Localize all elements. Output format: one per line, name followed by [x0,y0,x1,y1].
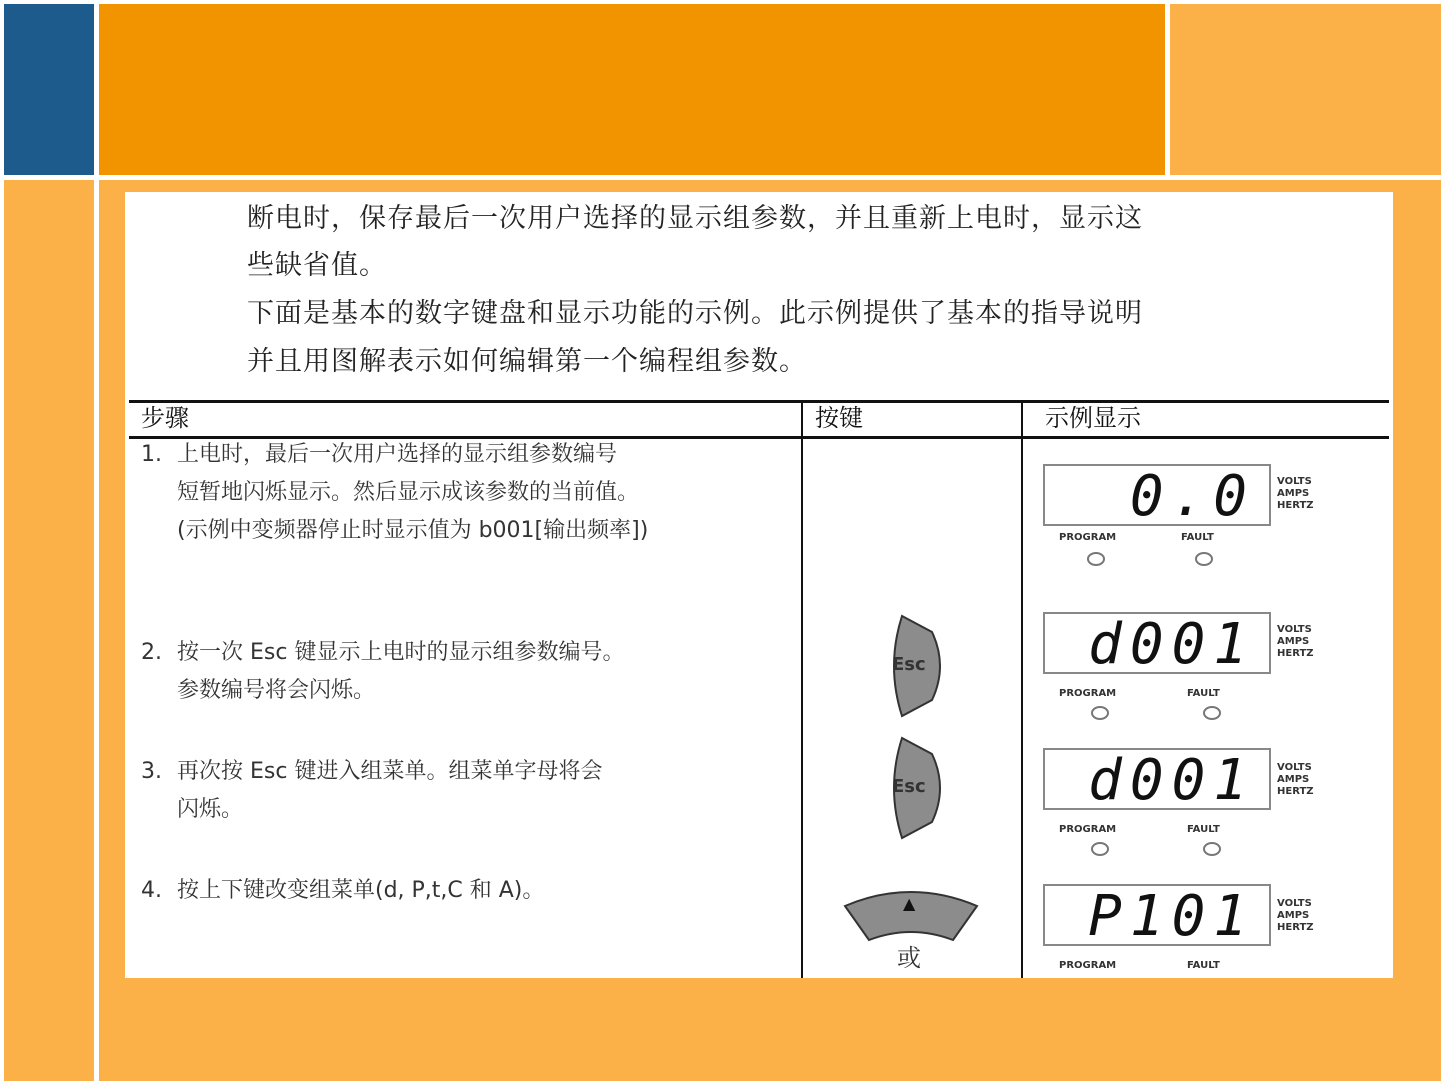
title-bar [99,4,1165,175]
display-value: d001 [1088,612,1255,677]
esc-key-label: Esc [892,776,926,797]
column-header-key: 按键 [815,404,863,432]
indicator-label: HERTZ [1277,922,1314,933]
program-label: PROGRAM [1059,960,1117,971]
indicator-label: AMPS [1277,488,1310,499]
esc-key-icon [882,736,948,840]
or-label: 或 [897,944,921,972]
indicator-label: AMPS [1277,636,1310,647]
indicator-list [1277,624,1314,660]
corner-accent-block [4,4,94,175]
column-divider [1021,400,1023,978]
title-bar-right [1170,4,1441,175]
step-text: 再次按 Esc 键进入组菜单。组菜单字母将会 [177,759,603,784]
step-number: 2. [141,640,162,665]
step-number: 4. [141,878,162,903]
fault-label: FAULT [1181,532,1214,543]
esc-key-icon [882,614,948,718]
step-text: 按一次 Esc 键显示上电时的显示组参数编号。 [177,640,625,665]
up-arrow-symbol: ▲ [903,894,916,913]
step-row [141,634,624,710]
lcd-display [1043,612,1271,677]
program-label: PROGRAM [1059,688,1117,699]
display-value: d001 [1088,748,1255,813]
lcd-display [1043,884,1271,949]
paragraph-line: 断电时，保存最后一次用户选择的显示组参数，并且重新上电时，显示这 [247,203,1143,234]
display-value: 0.0 [1129,464,1255,529]
fault-led [1203,706,1221,720]
step-row [141,436,648,550]
column-header-step: 步骤 [141,404,189,432]
step-text: (示例中变频器停止时显示值为 b001[输出频率]) [177,518,649,543]
step-text: 短暂地闪烁显示。然后显示成该参数的当前值。 [177,480,640,505]
step-number: 3. [141,759,162,784]
program-led [1087,552,1105,566]
indicator-label: AMPS [1277,910,1310,921]
up-arrow-key-icon [841,884,981,942]
indicator-label: HERTZ [1277,500,1314,511]
paragraph-line: 些缺省值。 [247,250,387,281]
step-row [141,753,602,829]
table-top-rule [129,400,1389,403]
indicator-list [1277,898,1314,934]
slide-content-image [125,192,1393,978]
lcd-display [1043,748,1271,813]
paragraph-line: 下面是基本的数字键盘和显示功能的示例。此示例提供了基本的指导说明 [247,298,1143,329]
indicator-label: VOLTS [1277,762,1312,773]
column-divider [801,400,803,978]
indicator-label: HERTZ [1277,648,1314,659]
display-value: P101 [1088,884,1255,949]
paragraph-line: 并且用图解表示如何编辑第一个编程组参数。 [247,346,807,377]
indicator-list [1277,762,1314,798]
program-label: PROGRAM [1059,532,1117,543]
fault-label: FAULT [1187,960,1220,971]
fault-led [1195,552,1213,566]
indicator-label: HERTZ [1277,786,1314,797]
left-margin-band [4,180,94,1081]
indicator-label: VOLTS [1277,898,1312,909]
program-led [1091,842,1109,856]
indicator-list [1277,476,1314,512]
indicator-label: VOLTS [1277,476,1312,487]
program-label: PROGRAM [1059,824,1117,835]
step-number: 1. [141,442,162,467]
fault-led [1203,842,1221,856]
esc-key-label: Esc [892,654,926,675]
step-text: 上电时，最后一次用户选择的显示组参数编号 [177,442,618,467]
indicator-label: VOLTS [1277,624,1312,635]
indicator-label: AMPS [1277,774,1310,785]
lcd-display [1043,464,1271,529]
fault-label: FAULT [1187,688,1220,699]
step-text: 闪烁。 [177,797,244,822]
program-led [1091,706,1109,720]
step-row [141,872,544,910]
fault-label: FAULT [1187,824,1220,835]
step-text: 参数编号将会闪烁。 [177,678,376,703]
step-text: 按上下键改变组菜单(d, P,t,C 和 A)。 [177,878,545,903]
column-header-display: 示例显示 [1045,404,1141,432]
